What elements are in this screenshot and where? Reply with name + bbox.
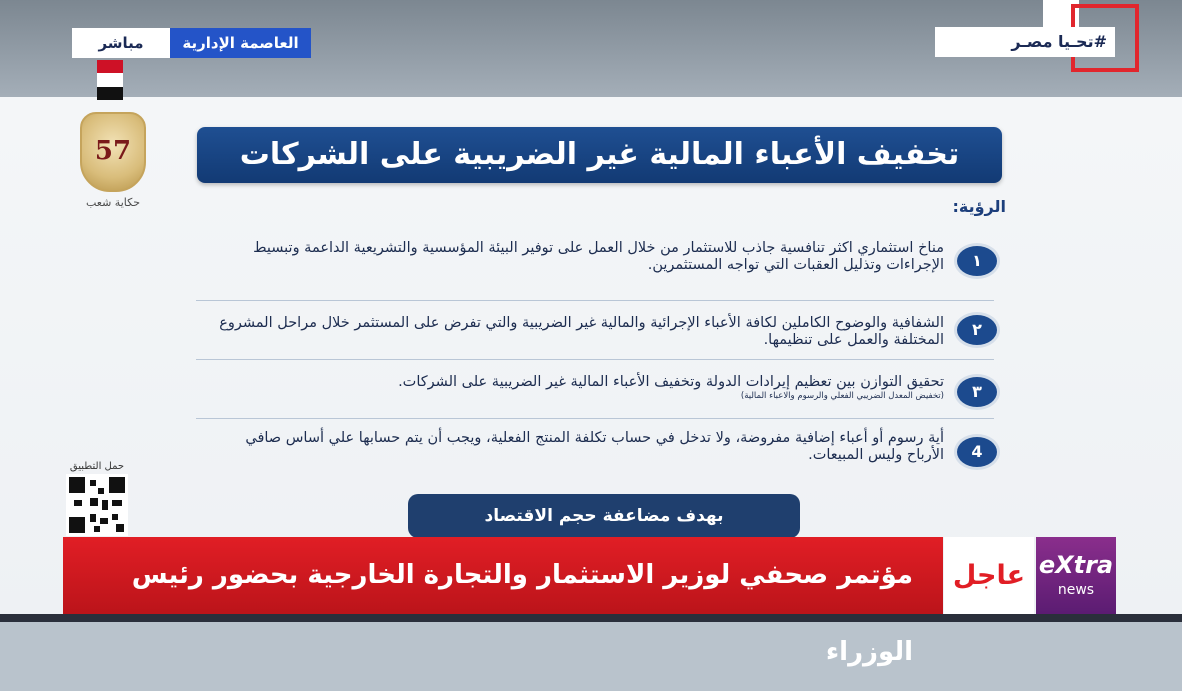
item-text: تحقيق التوازن بين تعظيم إيرادات الدولة وتخفيف الأعباء المالية غير الضريبية على الشركات. — [398, 374, 944, 390]
list-item — [196, 428, 1004, 474]
live-bug — [72, 28, 311, 58]
item-text: أية رسوم أو أعباء إضافية مفروضة، ولا تدخل في حساب تكلفة المنتج الفعلية، ويجب أن يتم حسابها علي أساس صافي الأرباح وليس المبيعات. — [245, 430, 944, 463]
channel-logo-line1: eXtra — [1038, 551, 1114, 579]
egypt-flag-icon — [97, 60, 123, 100]
vision-label: الرؤية: — [952, 197, 1006, 216]
list-item — [196, 238, 1004, 294]
breaking-headline: مؤتمر صحفي لوزير الاستثمار والتجارة الخارجية بحضور رئيس الوزراء — [131, 560, 913, 667]
item-note: (تخفيض المعدل الضريبي الفعلي والرسوم والاعباء المالية) — [740, 391, 944, 401]
goal-pill: بهدف مضاعفة حجم الاقتصاد — [408, 494, 800, 538]
qr-caption: حمل التطبيق — [69, 461, 125, 472]
slide-title: تخفيف الأعباء المالية غير الضريبية على الشركات — [239, 137, 960, 172]
divider — [196, 300, 994, 301]
qr-code-icon[interactable] — [66, 474, 128, 536]
list-item — [196, 372, 1004, 416]
channel-logo — [1036, 537, 1116, 614]
breaking-news-bar — [63, 537, 943, 667]
location-label: العاصمة الإدارية — [170, 28, 311, 58]
emblem-number: 57 — [94, 136, 132, 166]
item-number: 4 — [954, 434, 1000, 470]
breaking-label: عاجل — [952, 560, 1026, 591]
item-text: الشفافية والوضوح الكاملين لكافة الأعباء الإجرائية والمالية غير الضريبية والتي تفرض على المستثمر خلال مراحل المشروع المختلفة والعمل على تنظيمها. — [219, 315, 944, 348]
divider — [196, 359, 994, 360]
item-text-block — [204, 374, 944, 402]
list-item — [196, 312, 1004, 356]
breaking-label-box — [944, 537, 1034, 614]
bottom-ticker-strip — [0, 614, 1182, 622]
slide-title-bar — [197, 127, 1002, 183]
item-text: مناخ استثماري اكثر تنافسية جاذب للاستثمار من خلال العمل على توفير البيئة المؤسسية والتشريعية الداعمة وتبسيط الإجراءات وتذليل العقبات التي تواجه المستثمرين. — [253, 240, 944, 273]
emblem-caption: حكاية شعب — [85, 196, 140, 209]
item-number: ٣ — [954, 374, 1000, 410]
channel-logo-line2: news — [1057, 582, 1095, 598]
divider — [196, 418, 994, 419]
live-label: مباشر — [72, 28, 170, 58]
item-number: ١ — [954, 243, 1000, 279]
anniversary-emblem-icon — [80, 112, 146, 192]
item-number: ٢ — [954, 312, 1000, 348]
hashtag-label: #تحـيا مصـر — [935, 27, 1115, 57]
